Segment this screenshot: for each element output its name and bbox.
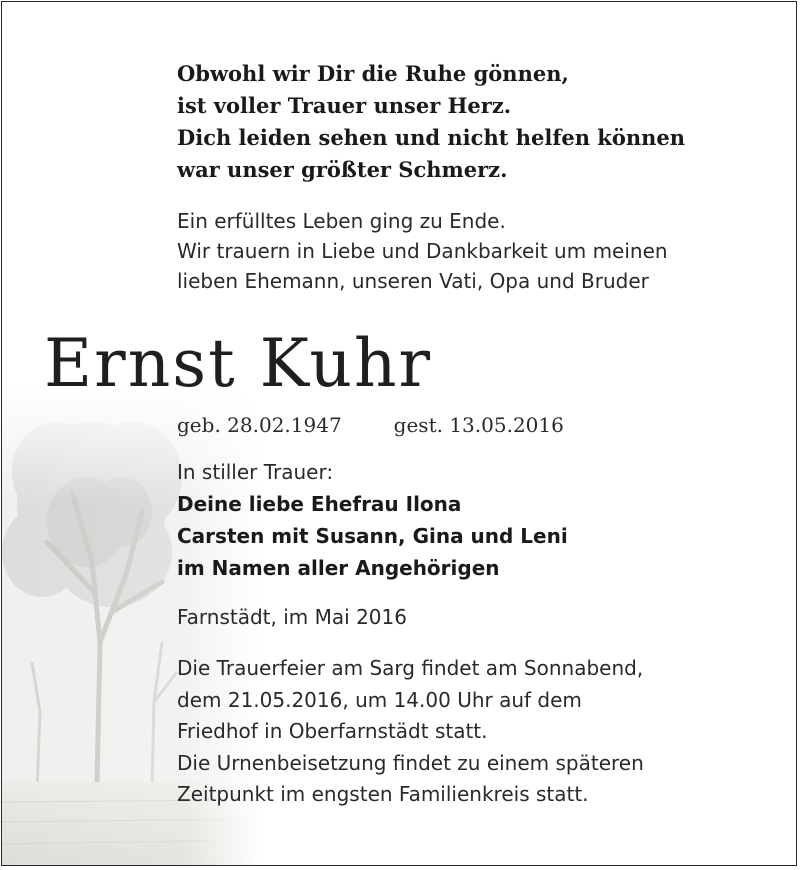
deceased-name: Ernst Kuhr [44,325,433,402]
poem-line: ist voller Trauer unser Herz. [177,93,512,118]
poem-line: war unser größter Schmerz. [177,157,508,182]
intro-line: lieben Ehemann, unseren Vati, Opa und Bruder [177,269,649,293]
mourner-name: Deine liebe Ehefrau Ilona [177,492,462,516]
mourner-name: im Namen aller Angehörigen [177,556,500,580]
intro-line: Ein erfülltes Leben ging zu Ende. [177,209,506,233]
life-dates [177,410,564,440]
service-line: Die Urnenbeisetzung findet zu einem späteren [177,750,644,775]
mourner-name: Carsten mit Susann, Gina und Leni [177,524,568,548]
funeral-service-info [177,653,644,811]
service-line: Die Trauerfeier am Sarg findet am Sonnabend, [177,656,644,680]
place-date: Farnstädt, im Mai 2016 [177,605,407,629]
death-date: gest. 13.05.2016 [393,413,564,437]
poem-line: Dich leiden sehen und nicht helfen können [177,125,686,150]
service-line: dem 21.05.2016, um 14.00 Uhr auf dem [177,687,582,712]
intro-line: Wir trauern in Liebe und Dankbarkeit um meinen [177,239,668,263]
service-line: Zeitpunkt im engsten Familienkreis statt. [177,782,589,806]
mourners [177,456,568,584]
poem [177,58,685,186]
mourners-heading: In stiller Trauer: [177,460,334,484]
intro-text [177,206,668,296]
notice-content [2,2,796,865]
birth-date: geb. 28.02.1947 [177,413,342,437]
poem-line: Obwohl wir Dir die Ruhe gönnen, [177,61,569,86]
obituary-notice [1,1,797,866]
service-line: Friedhof in Oberfarnstädt statt. [177,719,488,743]
